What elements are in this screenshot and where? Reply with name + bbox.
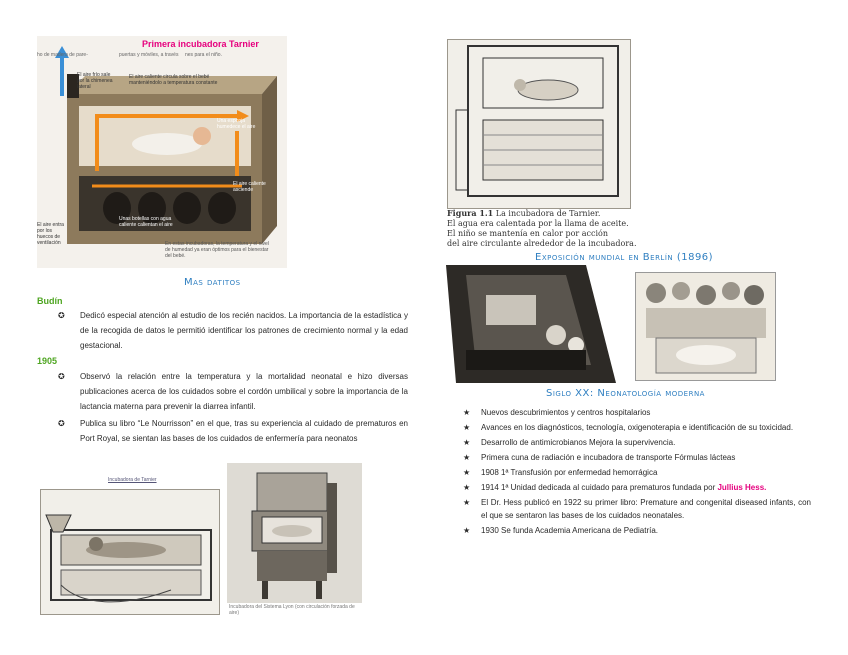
incubator-top-text-1: ho de madera de pare- [37, 52, 88, 58]
star-icon: ★ [463, 483, 471, 492]
berlin-photo-2-drawing [636, 273, 775, 380]
budin-item-text: Dedicó especial atención al estudio de los recién nacidos. La importancia de la estadística y de la recogida de datos le permitió identificar los patrones de crecimiento normal y la edad gestacional. [80, 311, 408, 350]
tarnier-figure-drawing [448, 40, 630, 208]
incubator-top-text-3: nes para el niño. [185, 52, 222, 58]
item-text: Primera cuna de radiación e incubadora de transporte Fórmulas lácteas [481, 453, 736, 462]
year-1905-list [58, 369, 408, 446]
list-item [463, 481, 811, 494]
label-sponge: Una esponja humedece el aire [217, 118, 256, 130]
item-text: 1908 1ª Transfusión por enfermedad hemorrágica [481, 468, 658, 477]
label-hot-air: El aire caliente circula sobre el bebé manteniéndolo a temperatura constante [129, 74, 218, 86]
bullet-icon: ✪ [58, 372, 65, 381]
item-text: Desarrollo de antimicrobianos Mejora la supervivencia. [481, 438, 676, 447]
list-item [58, 308, 408, 353]
berlin-exhibition-title: Exposición mundial en Berlín (1896) [535, 252, 714, 263]
lyon-incubator-image [227, 463, 362, 603]
label-air-enters: El aire entra por los huecos de ventilación [37, 222, 64, 246]
jullius-hess-name: Jullius Hess. [717, 483, 767, 492]
budin-list [58, 308, 408, 353]
figure-caption-line-2: El agua era calentada por la llama de aceite. [447, 219, 629, 228]
incubator-engraving-left [40, 489, 220, 615]
list-item [463, 466, 811, 479]
year-1905-label: 1905 [37, 356, 58, 366]
incubator-top-text-2: puertas y móviles, a través [119, 52, 179, 58]
item-text: El Dr. Hess publicó en 1922 su primer libro: Premature and congenital diseased infants, con el que se sentaron las bases de los cuidados neonatales. [481, 498, 811, 520]
siglo-xx-title: Siglo XX: Neonatología moderna [546, 388, 705, 399]
figure-caption-line-3: El niño se mantenía en calor por acción [447, 229, 609, 238]
star-icon: ★ [463, 453, 471, 462]
figure-caption-line-1 [447, 208, 707, 219]
star-icon: ★ [463, 423, 471, 432]
item-text: 1930 Se funda Academia Americana de Pediatría. [481, 526, 659, 535]
item-text: Nuevos descubrimientos y centros hospitalarios [481, 408, 651, 417]
tarnier-figure-sketch [447, 39, 631, 209]
incubator-caption: En estas incubadoras, la temperatura y el nivel de humedad ya eran óptimos para el bienestar del bebé. [165, 241, 269, 259]
label-bottles: Unas botellas con agua caliente calientan el aire [119, 216, 173, 228]
siglo-xx-list [463, 406, 811, 539]
lyon-caption: Incubadora del Sistema Lyon (con circulación forzada de aire) [229, 604, 355, 616]
berlin-photo-1 [446, 265, 616, 383]
list-item [463, 451, 811, 464]
lyon-incubator-drawing [227, 463, 362, 603]
list-item [463, 406, 811, 419]
list-item [463, 436, 811, 449]
list-item [463, 421, 811, 434]
list-item [58, 416, 408, 446]
figure-caption-text-1: La incubadora de Tarnier. [495, 209, 601, 218]
engraving-drawing [41, 490, 219, 614]
figure-caption [447, 208, 707, 249]
item-text: 1914 1ª Unidad dedicada al cuidado para prematuros fundada por [481, 483, 718, 492]
tarnier-small-label: Incubadora de Tarnier [108, 477, 157, 483]
figure-label: Figura 1.1 [447, 208, 494, 218]
berlin-photo-1-drawing [446, 265, 616, 383]
star-icon: ★ [463, 438, 471, 447]
star-icon: ★ [463, 526, 471, 535]
item-text: Avances en los diagnósticos, tecnología, oxigenoterapia e identificación de su toxicidad. [481, 423, 794, 432]
incubator-title: Primera incubadora Tarnier [142, 39, 259, 49]
tarnier-incubator-illustration [37, 36, 287, 268]
list-item [463, 496, 811, 522]
budin-label: Budín [37, 296, 63, 306]
list-item [463, 524, 811, 537]
figure-caption-line-4: del aire circulante alrededor de la incubadora. [447, 239, 637, 248]
star-icon: ★ [463, 498, 471, 507]
year-item-text: Publica su libro “Le Nourrisson” en el que, tras su experiencia al cuidado de prematuros en Port Royal, se sientan las bases de los cuidados de enfermería para neonatos [80, 419, 408, 443]
bullet-icon: ✪ [58, 311, 65, 320]
label-cold-air: El aire frío sale por la chimenea lateral [77, 72, 113, 90]
star-icon: ★ [463, 468, 471, 477]
list-item [58, 369, 408, 414]
year-item-text: Observó la relación entre la temperatura y la mortalidad neonatal e hizo diversas publicaciones acerca de los cuidados sobre el cordón umbilical y sobre la importancia de la lactancia materna para prevenir la diarrea infantil. [80, 372, 408, 411]
label-hot-rising: El aire caliente asciende [233, 181, 266, 193]
mas-datitos-title: Mas datitos [184, 277, 241, 288]
star-icon: ★ [463, 408, 471, 417]
berlin-photo-2 [635, 272, 776, 381]
incubator-cutaway-drawing [37, 36, 287, 268]
bullet-icon: ✪ [58, 419, 65, 428]
